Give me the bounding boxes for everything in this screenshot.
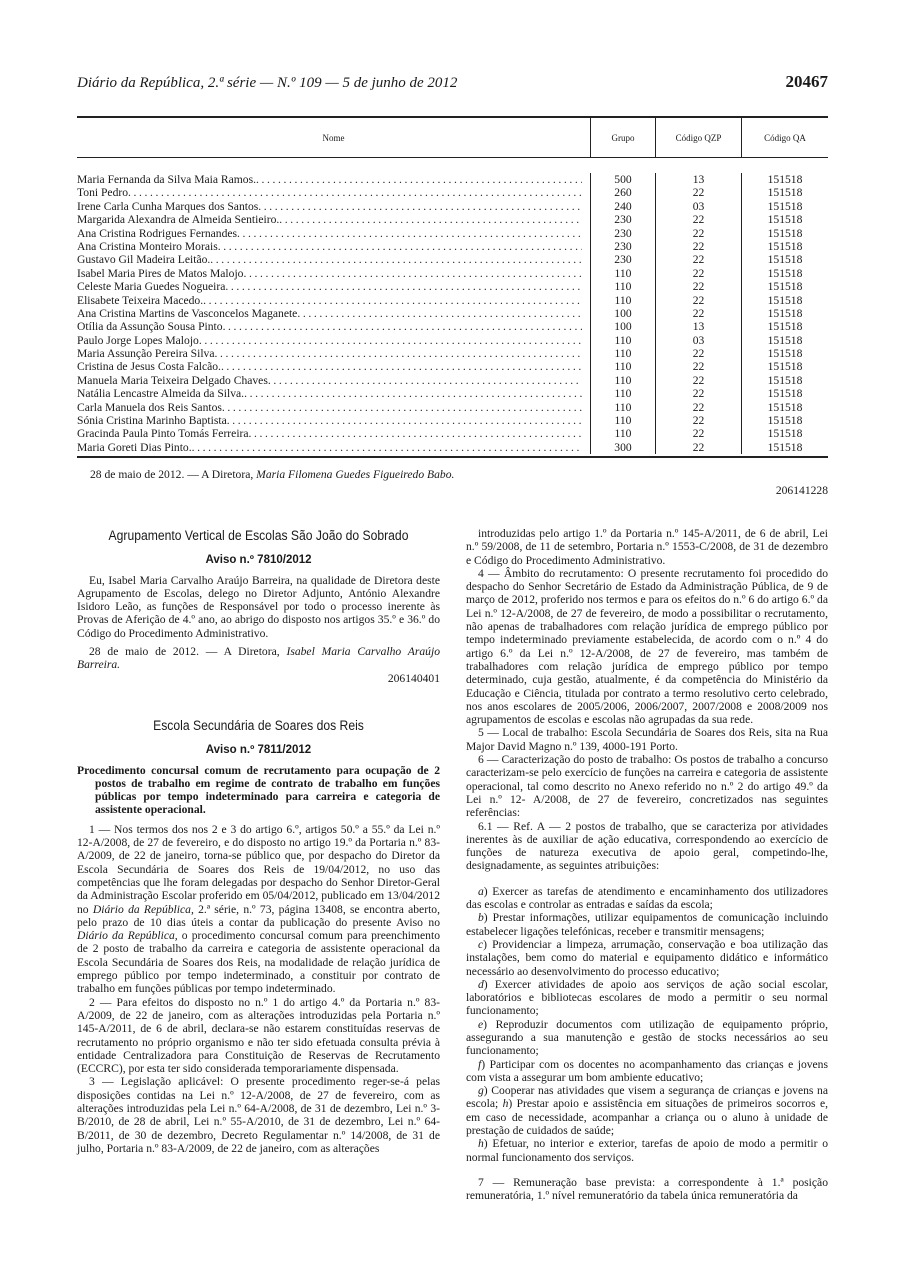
dot-leader (249, 427, 582, 440)
dot-leader (258, 200, 582, 213)
cell-nome (77, 173, 590, 186)
table-row (77, 441, 828, 454)
name-text: Sónia Cristina Marinho Baptista (77, 414, 227, 428)
cell-grupo: 110 (590, 334, 655, 347)
dot-leader (218, 240, 582, 253)
cell-grupo: 110 (590, 347, 655, 360)
cell-codigo-qa: 151518 (741, 213, 828, 226)
dot-leader (223, 320, 582, 333)
signature-name: Maria Filomena Guedes Figueiredo Babo. (256, 468, 455, 481)
cell-nome (77, 267, 590, 280)
text-segment: ) Cooperar nas atividades que visem a segurança de crianças e jovens na escola; (466, 1084, 828, 1111)
name-text: Isabel Maria Pires de Matos Malojo (77, 266, 244, 280)
cell-nome (77, 200, 590, 213)
dot-leader (227, 414, 582, 427)
reference-number-2: 206140401 (387, 671, 440, 685)
cell-nome (77, 360, 590, 373)
name-text: Maria Assunção Pereira Silva (77, 347, 215, 361)
cell-codigo-qa: 151518 (741, 240, 828, 253)
text-segment: 7 — Remuneração base prevista: a correspondente à 1.ª posição remuneratória, 1.º nível remuneratório da tabela única remuneratória da (466, 1175, 828, 1203)
cell-codigo-qzp: 22 (655, 374, 741, 387)
aviso-body-1: Eu, Isabel Maria Carvalho Araújo Barreira, na qualidade de Diretora deste Agrupamento de Escolas, delego no Diretor Adjunto, António Alexandre Isidoro Leão, as funções de Responsável por todo o processo inerente às Provas de Aferição de 4.º ano, ao abrigo do disposto nos artigos 35.º e 36.º do Código do Procedimento Administrativo. (77, 573, 440, 640)
text-segment: 4 — Âmbito do recrutamento: O presente recrutamento foi procedido do despacho do Senhor Secretário de Estado da Administração Pública, de 9 de março de 2012, proferido nos termos e para os efeitos do n.º 6 do artigo 6.º da Lei n.º 12-A/2008, de 27 de fevereiro, de modo a possibilitar o recrutamento, não apenas de trabalhadores com relação jurídica de emprego público por tempo indeterminado previamente estabelecida, de acordo com o n.º 4 do artigo 6.º da Lei n.º 12-A/2008, de 27 de fevereiro, mas também de trabalhadores com relação jurídica de emprego público por tempo determinado, cuja gestão, atualmente, é da competência do Ministério da Educação e Ciência, titulada por contrato a termo resolutivo certo celebrado, nos anos escolares de 2005/2006, 2006/2007, 2007/2008 e 2008/2009 nos agrupamentos de escolas e escolas não agrupadas da sua rede. (466, 566, 828, 727)
table-row (77, 280, 828, 293)
cell-codigo-qzp: 13 (655, 173, 741, 186)
dot-leader (222, 401, 582, 414)
text-segment: 3 — Legislação aplicável: O presente procedimento reger-se-á pelas disposições contidas na Lei n.º 12-A/2008, de 27 de fevereiro, com as alterações introduzidas pela Lei n.º 64-A/2008, de 31 de dezembro, Lei n.º 3-B/2010, de 28 de abril, Lei n.º 55-A/2010, de 31 de dezembro, Lei n.º 64-B/2011, de 30 de dezembro, Decreto Regulamentar n.º 14/2008, de 31 de julho, Portaria n.º 83-A/2009, de 22 de janeiro, com as alterações (77, 1075, 440, 1155)
text-segment: 6.1 — Ref. A — 2 postos de trabalho, que se caracteriza por atividades inerentes às de auxiliar de ação educativa, correspondendo ao exercício de funções de natureza executiva de apoio geral, competindo-lhe, designadamente, as seguintes atribuições: (466, 819, 828, 873)
table-row (77, 294, 828, 307)
cell-nome (77, 307, 590, 320)
left-paragraphs (77, 823, 440, 1155)
text-segment: ) Exercer atividades de apoio aos serviços de ação social escolar, laboratórios e bibliotecas escolares de modo a permitir o seu normal funcionamento; (466, 977, 828, 1018)
cell-codigo-qa: 151518 (741, 320, 828, 333)
dot-leader (203, 294, 582, 307)
cell-grupo: 240 (590, 200, 655, 213)
paragraph (466, 978, 828, 1018)
cell-codigo-qzp: 22 (655, 294, 741, 307)
org-title-2: Escola Secundária de Soares dos Reis (153, 717, 364, 733)
text-segment: ) Exercer as tarefas de atendimento e encaminhamento dos utilizadores das escolas e controlar as entradas e saídas da escola; (466, 884, 828, 912)
italic-text: Diário da República, (92, 902, 194, 916)
paragraph (466, 938, 828, 978)
text-segment: ) Providenciar a limpeza, arrumação, conservação e boa utilização das instalações, bem como do material e equipamento didático e informático necessário ao desenvolvimento do processo educativo; (466, 937, 828, 978)
cell-codigo-qzp: 22 (655, 360, 741, 373)
paragraph (466, 567, 828, 727)
dot-leader (128, 186, 582, 199)
cell-grupo: 110 (590, 401, 655, 414)
journal-title: Diário da República, 2.ª série — N.º 109 — 5 de junho de 2012 (77, 75, 458, 91)
signature-text: 28 de maio de 2012. — A Diretora, (89, 645, 287, 659)
signature-1 (90, 468, 454, 481)
paragraph (466, 527, 828, 567)
table-row (77, 360, 828, 373)
cell-codigo-qa: 151518 (741, 227, 828, 240)
cell-grupo: 500 (590, 173, 655, 186)
text-segment: ) Reproduzir documentos com utilização de equipamento próprio, assegurando a sua manutenção e gestão de stocks necessários ao seu funcionamento; (466, 1017, 828, 1058)
cell-grupo: 230 (590, 213, 655, 226)
name-text: Ana Cristina Martins de Vasconcelos Maganete (77, 306, 298, 320)
name-text: Elisabete Teixeira Macedo. (77, 293, 204, 307)
cell-nome (77, 294, 590, 307)
cell-codigo-qa: 151518 (741, 441, 828, 454)
cell-nome (77, 441, 590, 454)
table-body (77, 158, 828, 456)
cell-codigo-qzp: 13 (655, 320, 741, 333)
table-row (77, 414, 828, 427)
cell-nome (77, 427, 590, 440)
cell-codigo-qa: 151518 (741, 267, 828, 280)
cell-codigo-qzp: 22 (655, 253, 741, 266)
cell-codigo-qa: 151518 (741, 173, 828, 186)
table-row (77, 387, 828, 400)
cell-codigo-qa: 151518 (741, 186, 828, 199)
name-text: Cristina de Jesus Costa Falcão. (77, 360, 221, 374)
signature-text: 28 de maio de 2012. — A Diretora, (90, 468, 257, 481)
name-text: Ana Cristina Rodrigues Fernandes (77, 226, 238, 240)
table-row (77, 213, 828, 226)
cell-nome (77, 374, 590, 387)
cell-codigo-qzp: 03 (655, 200, 741, 213)
paragraph (466, 1137, 828, 1164)
aviso-summary: Procedimento concursal comum de recrutamento para ocupação de 2 postos de trabalho em regime de contrato de trabalho em funções públicas por tempo indeterminado para carreira e categoria de assistente operacional. (77, 763, 440, 817)
org-title-1: Agrupamento Vertical de Escolas São João do Sobrado (108, 528, 409, 543)
name-text: Paulo Jorge Lopes Malojo (77, 333, 199, 347)
cell-codigo-qzp: 22 (655, 280, 741, 293)
table-row (77, 267, 828, 280)
text-segment: 5 — Local de trabalho: Escola Secundária de Soares dos Reis, sita na Rua Major David Magno n.º 139, 4000-191 Porto. (466, 726, 828, 753)
paragraph (77, 996, 440, 1076)
paragraph (77, 823, 440, 996)
cell-nome (77, 253, 590, 266)
table-row (77, 320, 828, 333)
dot-leader (225, 280, 582, 293)
italic-text: a (478, 884, 484, 898)
cell-grupo: 230 (590, 240, 655, 253)
cell-codigo-qa: 151518 (741, 253, 828, 266)
table-row (77, 200, 828, 213)
cell-grupo: 110 (590, 414, 655, 427)
cell-nome (77, 227, 590, 240)
col-codigo-qa: Código QA (741, 118, 828, 157)
name-text: Celeste Maria Guedes Nogueira (77, 280, 226, 294)
table-row (77, 374, 828, 387)
col-nome: Nome (322, 132, 345, 143)
cell-codigo-qzp: 22 (655, 347, 741, 360)
text-segment: o procedimento concursal comum para preenchimento de 2 posto de trabalho da carreira e categoria de assistente operacional da Escola Secundária de Soares dos Reis, na modalidade de relação jurídica de emprego público por tempo indeterminado, a constituir por contrato de trabalho em funções públicas por tempo indeterminado. (77, 929, 440, 996)
cell-grupo: 110 (590, 267, 655, 280)
cell-grupo: 110 (590, 294, 655, 307)
dot-leader (192, 441, 582, 454)
cell-nome (77, 347, 590, 360)
cell-grupo: 230 (590, 253, 655, 266)
table-row (77, 186, 828, 199)
cell-codigo-qa: 151518 (741, 294, 828, 307)
dot-leader (243, 267, 582, 280)
dot-leader (210, 253, 582, 266)
text-segment: introduzidas pelo artigo 1.º da Portaria n.º 145-A/2011, de 6 de abril, Lei n.º 59/2008, de 11 de setembro, Portaria n.º 1553-C/2008, de 31 de dezembro e Código do Procedimento Administrativo. (466, 527, 828, 567)
cell-nome (77, 186, 590, 199)
table-row (77, 227, 828, 240)
paragraph (466, 911, 828, 938)
cell-codigo-qa: 151518 (741, 280, 828, 293)
table-row (77, 427, 828, 440)
paragraph (77, 1075, 440, 1155)
text-segment: 2 — Para efeitos do disposto no n.º 1 do artigo 4.º da Portaria n.º 83-A/2009, de 22 de janeiro, com as alterações introduzidas pela Portaria n.º 145-A/2011, de 6 de abril, declara-se não estarem constituídas reservas de recrutamento no próprio organismo e não ter sido efetuada consulta prévia à entidade Centralizadora para Constituição de Reservas de Recrutamento (ECCRC), por esta ter sido considerada temporariamente dispensada. (77, 995, 440, 1076)
italic-text: c (478, 937, 484, 951)
table-row (77, 401, 828, 414)
cell-nome (77, 280, 590, 293)
cell-grupo: 230 (590, 227, 655, 240)
name-text: Maria Goreti Dias Pinto. (77, 440, 192, 454)
paragraph (466, 753, 828, 819)
dot-leader (268, 374, 582, 387)
cell-codigo-qzp: 22 (655, 307, 741, 320)
name-text: Natália Lencastre Almeida da Silva. (77, 387, 245, 401)
name-text: Toni Pedro (77, 186, 129, 200)
text-segment: 2.ª série, n.º 73, página 13408, se encontra aberto, pelo prazo de 10 dias úteis a contar da publicação do presente Aviso no (77, 902, 440, 929)
dot-leader (237, 227, 582, 240)
table-row (77, 307, 828, 320)
table-row (77, 253, 828, 266)
cell-codigo-qa: 151518 (741, 360, 828, 373)
cell-codigo-qzp: 22 (655, 267, 741, 280)
cell-grupo: 260 (590, 186, 655, 199)
cell-grupo: 110 (590, 427, 655, 440)
italic-text: h (502, 1097, 509, 1111)
table-row (77, 347, 828, 360)
left-column (77, 529, 440, 1155)
dot-leader (221, 360, 582, 373)
cell-nome (77, 320, 590, 333)
text-segment: 1 — Nos termos dos nos 2 e 3 do artigo 6.º, artigos 50.º a 55.º da Lei n.º 12-A/2008, de 27 de fevereiro, e do disposto no artigo 19.º da Portaria n.º 83-A/2009, de 22 de janeiro, torna-se público que, por despacho do Diretor da Escola Secundária de Soares dos Reis de 19/04/2012, no uso das competências que lhe foram delegadas por despacho do Senhor Diretor-Geral da Administração Escolar proferido em 05/04/2012, publicado em 13/04/2012 no (77, 822, 440, 916)
cell-grupo: 110 (590, 387, 655, 400)
cell-grupo: 110 (590, 280, 655, 293)
cell-grupo: 110 (590, 374, 655, 387)
name-text: Irene Carla Cunha Marques dos Santos (77, 199, 259, 213)
cell-codigo-qa: 151518 (741, 401, 828, 414)
cell-codigo-qzp: 22 (655, 240, 741, 253)
page-number: 20467 (785, 72, 828, 91)
cell-codigo-qa: 151518 (741, 387, 828, 400)
cell-codigo-qa: 151518 (741, 200, 828, 213)
cell-nome (77, 387, 590, 400)
table-header (77, 118, 828, 158)
dot-leader (279, 213, 582, 226)
aviso-title-2: Aviso n.º 7811/2012 (205, 744, 312, 757)
cell-grupo: 110 (590, 360, 655, 373)
name-text: Manuela Maria Teixeira Delgado Chaves (77, 373, 268, 387)
col-grupo: Grupo (590, 118, 655, 157)
right-paragraphs (466, 527, 828, 873)
cell-codigo-qa: 151518 (741, 307, 828, 320)
dot-leader (214, 347, 582, 360)
cell-nome (77, 240, 590, 253)
paragraph (466, 1176, 828, 1203)
table-row (77, 173, 828, 186)
cell-codigo-qa: 151518 (741, 414, 828, 427)
name-text: Gracinda Paula Pinto Tomás Ferreira (77, 427, 249, 441)
cell-codigo-qzp: 22 (655, 441, 741, 454)
paragraph (466, 1018, 828, 1058)
page-header (77, 72, 828, 92)
cell-nome (77, 414, 590, 427)
paragraph (466, 820, 828, 873)
italic-text: g (478, 1084, 484, 1098)
italic-text: h (478, 1137, 484, 1151)
cell-codigo-qa: 151518 (741, 347, 828, 360)
paragraph (466, 1058, 828, 1085)
reference-number-1: 206141228 (775, 484, 828, 497)
paragraph (466, 1084, 828, 1137)
cell-grupo: 100 (590, 307, 655, 320)
right-column (466, 527, 828, 1203)
name-text: Otília da Assunção Sousa Pinto (77, 320, 223, 334)
cell-grupo: 100 (590, 320, 655, 333)
dot-leader (256, 173, 582, 186)
staff-table (77, 116, 828, 458)
cell-grupo: 300 (590, 441, 655, 454)
cell-codigo-qzp: 22 (655, 427, 741, 440)
name-text: Ana Cristina Monteiro Morais (77, 239, 218, 253)
italic-text: b (478, 911, 484, 925)
table-row (77, 334, 828, 347)
italic-text: d (478, 977, 484, 991)
cell-codigo-qzp: 22 (655, 213, 741, 226)
cell-codigo-qzp: 22 (655, 227, 741, 240)
cell-codigo-qa: 151518 (741, 334, 828, 347)
text-segment: ) Prestar apoio e assistência em situações de primeiros socorros e, em caso de necessidade, acompanhar a criança ou o aluno à unidade de prestação de cuidados de saúde; (466, 1097, 828, 1138)
cell-codigo-qa: 151518 (741, 374, 828, 387)
italic-text: f (478, 1057, 482, 1071)
paragraph (466, 726, 828, 753)
text-segment: 6 — Caracterização do posto de trabalho: Os postos de trabalho a concurso caracterizam-se pelo exercício de funções na carreira e categoria de assistente operacional, tal como descrito no Anexo referido no n.º 2 do artigo 49.º da Lei n.º 12- A/2008, de 27 de fevereiro, concretizados nas seguintes referências: (466, 753, 828, 820)
attributions-list (466, 885, 828, 1164)
name-text: Carla Manuela dos Reis Santos (77, 400, 222, 414)
cell-codigo-qa: 151518 (741, 427, 828, 440)
aviso-title-1: Aviso n.º 7810/2012 (205, 554, 312, 567)
signature-2 (77, 645, 440, 672)
cell-codigo-qzp: 22 (655, 186, 741, 199)
text-segment: ) Prestar informações, utilizar equipamentos de comunicação incluindo estabelecer ligações telefónicas, receber e transmitir mensagens; (466, 911, 828, 938)
text-segment: ) Efetuar, no interior e exterior, tarefas de apoio de modo a permitir o normal funcionamento dos serviços. (466, 1137, 828, 1164)
table-row (77, 240, 828, 253)
name-text: Margarida Alexandra de Almeida Sentieiro. (77, 213, 280, 227)
cell-nome (77, 213, 590, 226)
name-text: Gustavo Gil Madeira Leitão. (77, 253, 211, 267)
paragraph (466, 885, 828, 912)
signature-name: Isabel Maria Carvalho Araújo Barreira. (77, 645, 440, 672)
remuneration-paragraph (466, 1176, 828, 1203)
dot-leader (297, 307, 582, 320)
cell-nome (77, 401, 590, 414)
cell-codigo-qzp: 22 (655, 414, 741, 427)
text-segment: ) Participar com os docentes no acompanhamento das crianças e jovens com vista a assegurar um bom ambiente educativo; (466, 1057, 828, 1084)
italic-text: e (478, 1017, 484, 1031)
cell-codigo-qzp: 22 (655, 387, 741, 400)
cell-nome (77, 334, 590, 347)
italic-text: Diário da República, (77, 929, 178, 943)
col-codigo-qzp: Código QZP (655, 118, 741, 157)
cell-codigo-qzp: 22 (655, 401, 741, 414)
cell-codigo-qzp: 03 (655, 334, 741, 347)
dot-leader (244, 387, 582, 400)
dot-leader (199, 334, 582, 347)
name-text: Maria Fernanda da Silva Maia Ramos. (77, 173, 257, 186)
